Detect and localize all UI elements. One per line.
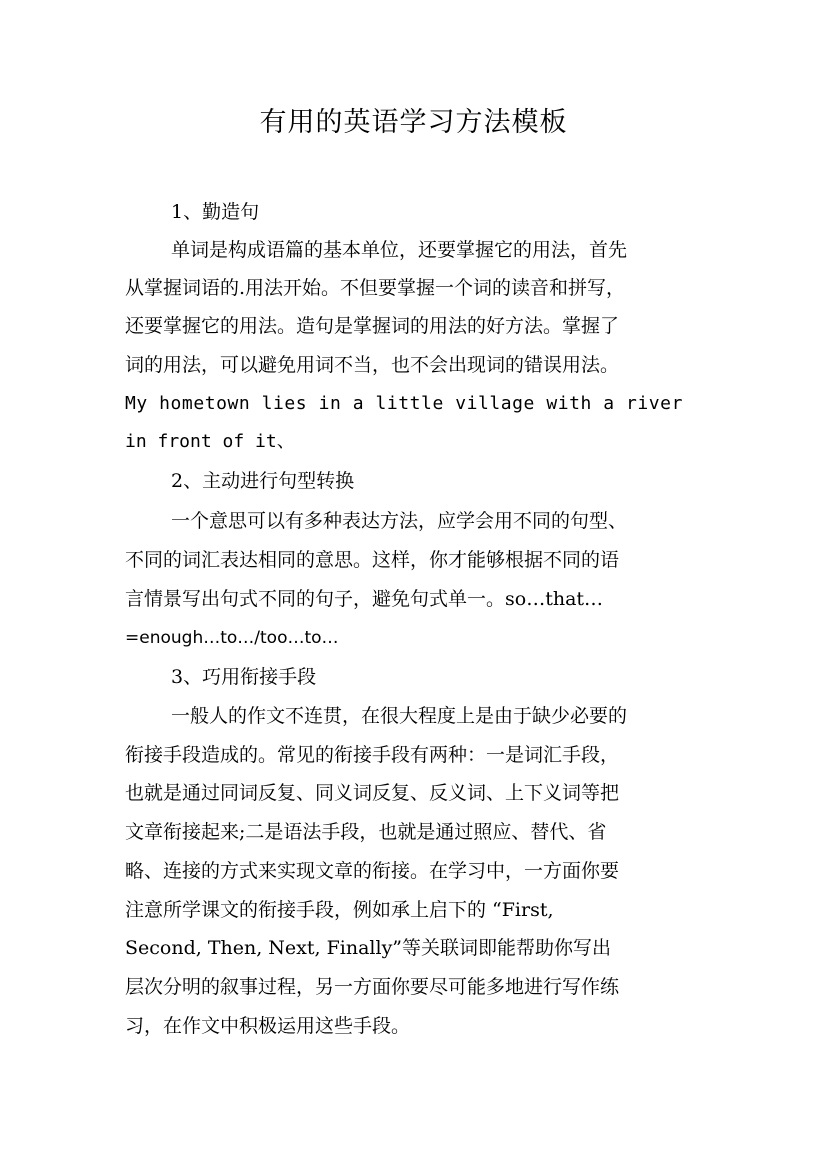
paragraph-line: in front of it、: [125, 431, 295, 452]
paragraph-line: 单词是构成语篇的基本单位，还要掌握它的用法，首先: [171, 239, 628, 261]
section-heading: 1、勤造句: [171, 201, 260, 223]
section-heading: 2、主动进行句型转换: [171, 470, 355, 492]
paragraph-line: 一个意思可以有多种表达方法，应学会用不同的句型、: [171, 510, 628, 532]
document-title: 有用的英语学习方法模板: [259, 107, 568, 138]
paragraph-line: 从掌握词语的.用法开始。不但要掌握一个词的读音和拼写，: [125, 277, 626, 299]
paragraph-line: 也就是通过同词反复、同义词反复、反义词、上下义词等把: [125, 782, 620, 804]
paragraph-line: 习，在作文中积极运用这些手段。: [125, 1015, 411, 1037]
paragraph-line: =enough…to…/too…to…: [125, 628, 339, 648]
section-heading: 3、巧用衔接手段: [171, 666, 317, 688]
paragraph-line: 词的用法，可以避免用词不当，也不会出现词的错误用法。: [125, 354, 620, 376]
paragraph-line: 还要掌握它的用法。造句是掌握词的用法的好方法。掌握了: [125, 315, 620, 337]
paragraph-line: 衔接手段造成的。常见的衔接手段有两种：一是词汇手段，: [125, 744, 620, 766]
paragraph-line: My hometown lies in a little village with a river: [125, 393, 683, 414]
paragraph-line: 层次分明的叙事过程，另一方面你要尽可能多地进行写作练: [125, 976, 620, 998]
paragraph-line: 注意所学课文的衔接手段，例如承上启下的 “First,: [125, 899, 554, 921]
paragraph-line: 略、连接的方式来实现文章的衔接。在学习中，一方面你要: [125, 860, 620, 882]
paragraph-line: 文章衔接起来;二是语法手段，也就是通过照应、替代、省: [125, 821, 607, 843]
paragraph-line: 言情景写出句式不同的句子，避免句式单一。so…that…: [125, 588, 604, 610]
paragraph-line: Second, Then, Next, Finally”等关联词即能帮助你写出: [125, 937, 612, 959]
paragraph-line: 不同的词汇表达相同的意思。这样，你才能够根据不同的语: [125, 549, 620, 571]
paragraph-line: 一般人的作文不连贯，在很大程度上是由于缺少必要的: [171, 705, 628, 727]
